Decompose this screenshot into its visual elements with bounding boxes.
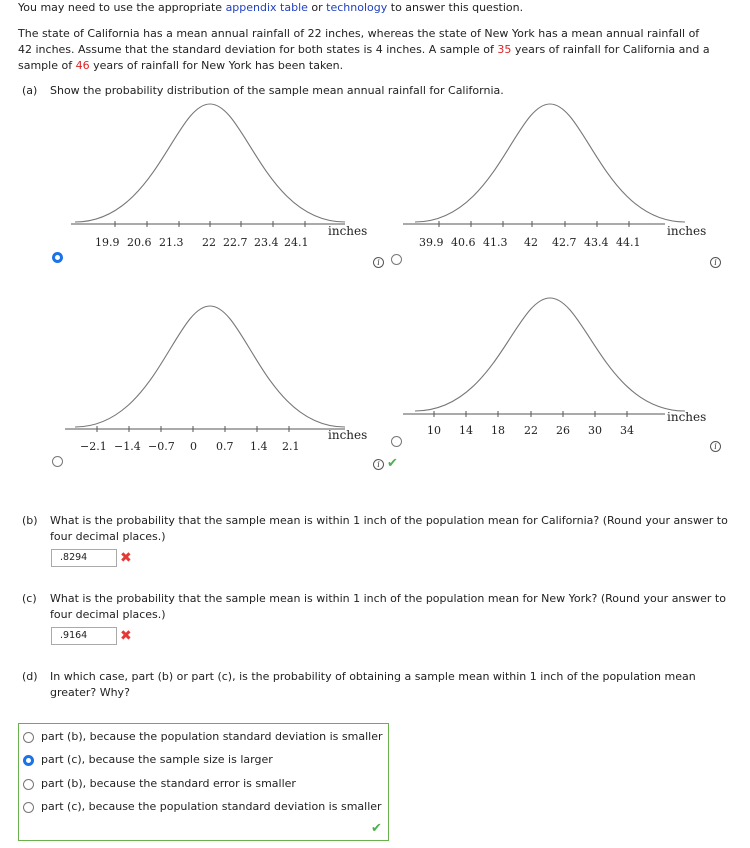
tick-label: −1.4 xyxy=(114,440,141,453)
tick-label: 26 xyxy=(556,424,570,437)
tick-label: 24.1 xyxy=(284,236,309,249)
part-c-label: (c) xyxy=(22,592,37,605)
info-icon[interactable]: i xyxy=(373,257,384,268)
tick-label: 0.7 xyxy=(216,440,234,453)
tick-label: −2.1 xyxy=(80,440,107,453)
tick-label: 21.3 xyxy=(159,236,184,249)
normal-curve xyxy=(75,104,345,222)
tick-label: 10 xyxy=(427,424,441,437)
tick-label: 22.7 xyxy=(223,236,248,249)
tick-label: 42.7 xyxy=(552,236,577,249)
axis-unit: inches xyxy=(667,224,707,238)
tick-label: 18 xyxy=(491,424,505,437)
tick-label: 22 xyxy=(202,236,216,249)
axis-unit: inches xyxy=(328,428,368,442)
incorrect-x-icon: ✖ xyxy=(120,628,132,644)
graph-option-4 xyxy=(395,290,715,450)
axis-unit: inches xyxy=(667,410,707,424)
problem-statement: The state of California has a mean annual rainfall of 22 inches, whereas the state of New York has a mean annual rainfall of 42 inches. Assume that the standard deviation for both states is 4 inches. A sample of 35 years of rainfall for California and a sample of 46 years of rainfall for New York has been taken. xyxy=(18,27,710,72)
tick-label: 2.1 xyxy=(282,440,300,453)
tick-label: 1.4 xyxy=(250,440,268,453)
part-b-question: What is the probability that the sample mean is within 1 inch of the population mean for California? (Round your answer to four decimal places.) xyxy=(50,514,728,543)
radio-button[interactable] xyxy=(23,779,34,790)
tick-label: 20.6 xyxy=(127,236,152,249)
radio-button[interactable] xyxy=(23,732,34,743)
tick-label: 41.3 xyxy=(483,236,508,249)
tick-label: 0 xyxy=(190,440,197,453)
part-d-label: (d) xyxy=(22,670,38,683)
incorrect-x-icon: ✖ xyxy=(120,550,132,566)
part-d-option-3[interactable]: part (b), because the standard error is smaller xyxy=(23,776,296,792)
tick-label: 22 xyxy=(524,424,538,437)
graph-option-2 xyxy=(395,98,715,258)
tick-label: 19.9 xyxy=(95,236,120,249)
part-d-options-box xyxy=(18,723,389,841)
tick-label: 44.1 xyxy=(616,236,641,249)
tick-label: −0.7 xyxy=(148,440,175,453)
technology-link[interactable]: technology xyxy=(326,1,388,14)
tick-label: 42 xyxy=(524,236,538,249)
correct-check-icon: ✔ xyxy=(387,456,398,471)
graph-option-1 xyxy=(55,98,375,258)
axis-unit: inches xyxy=(328,224,368,238)
normal-curve xyxy=(75,306,345,427)
part-d-option-1[interactable]: part (b), because the population standard deviation is smaller xyxy=(23,729,382,745)
appendix-table-link[interactable]: appendix table xyxy=(225,1,308,14)
graph-option-3 xyxy=(55,300,375,460)
tick-label: 39.9 xyxy=(419,236,444,249)
info-icon[interactable]: i xyxy=(710,441,721,452)
radio-button[interactable] xyxy=(23,802,34,813)
part-a-question: Show the probability distribution of the sample mean annual rainfall for California. xyxy=(50,84,504,97)
radio-option-3[interactable] xyxy=(52,456,63,467)
part-d-option-2[interactable]: part (c), because the sample size is larger xyxy=(23,752,273,768)
radio-button[interactable] xyxy=(23,755,34,766)
part-b-label: (b) xyxy=(22,514,38,527)
tick-label: 23.4 xyxy=(254,236,279,249)
part-d-question: In which case, part (b) or part (c), is the probability of obtaining a sample mean within 1 inch of the population mean greater? Why? xyxy=(50,670,696,699)
part-b-answer-input[interactable]: .8294 xyxy=(51,549,117,567)
sample-size-california: 35 xyxy=(497,43,512,56)
tick-label: 14 xyxy=(459,424,473,437)
part-d-option-4[interactable]: part (c), because the population standard deviation is smaller xyxy=(23,799,382,815)
instruction-text: You may need to use the appropriate appendix table or technology to answer this question. xyxy=(18,1,524,14)
tick-label: 43.4 xyxy=(584,236,609,249)
part-c-answer-input[interactable]: .9164 xyxy=(51,627,117,645)
tick-label: 30 xyxy=(588,424,602,437)
part-a-label: (a) xyxy=(22,84,38,97)
info-icon[interactable]: i xyxy=(373,459,384,470)
sample-size-new-york: 46 xyxy=(75,59,90,72)
normal-curve xyxy=(415,298,685,411)
correct-check-icon: ✔ xyxy=(371,821,382,836)
normal-curve xyxy=(415,104,685,222)
radio-option-1[interactable] xyxy=(52,252,63,263)
tick-label: 34 xyxy=(620,424,634,437)
info-icon[interactable]: i xyxy=(710,257,721,268)
tick-label: 40.6 xyxy=(451,236,476,249)
part-c-question: What is the probability that the sample mean is within 1 inch of the population mean for New York? (Round your answer to four decimal places.) xyxy=(50,592,726,621)
